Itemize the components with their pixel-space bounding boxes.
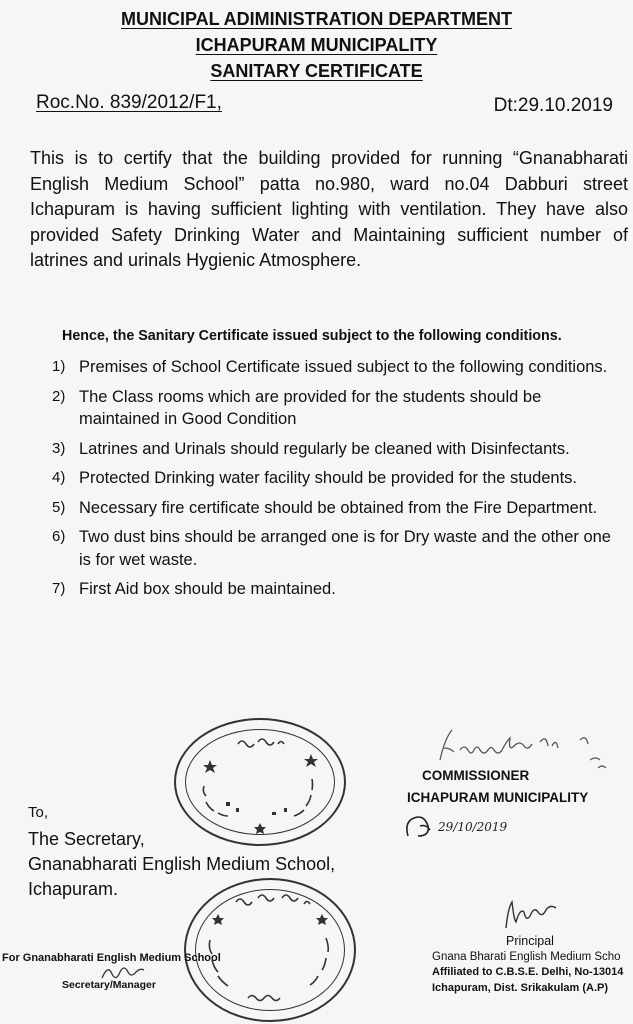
principal-signature: [500, 894, 570, 936]
principal-address: Ichapuram, Dist. Srikakulam (A.P): [432, 981, 609, 994]
addressee-line-3: Ichapuram.: [28, 879, 119, 899]
condition-item: 3) Latrines and Urinals should regularly be cleaned with Disinfectants.: [52, 439, 570, 458]
condition-item: 6) Two dust bins should be arranged one is for Dry waste and the other one is for wet waste.: [52, 528, 611, 569]
conditions-list: [52, 356, 616, 608]
condition-item: 7) First Aid box should be maintained.: [52, 580, 336, 598]
principal-affiliation: Affiliated to C.B.S.E. Delhi, No-13014: [432, 966, 624, 978]
reference-date: Dt:29.10.2019: [493, 95, 613, 116]
reference-line: [36, 92, 613, 122]
condition-item: 4) Protected Drinking water facility should be provided for the students.: [52, 469, 578, 487]
conditions-heading: Hence, the Sanitary Certificate issued subject to the following conditions.: [62, 328, 562, 344]
condition-item: 2) The Class rooms which are provided for the students should be maintained in Good Condition: [52, 387, 542, 428]
left-stamp-school-name: For Gnanabharati English Medium School: [2, 952, 221, 964]
principal-school-name: Gnana Bharati English Medium Scho: [432, 950, 621, 963]
commissioner-signed-date: 29/10/2019: [438, 820, 508, 834]
certificate-paragraph: This is to certify that the building provided for running “Gnanabharati English Medium School” patta no.980, ward no.04 Dabburi street Ichapuram is having sufficient lighting with ventilation. They have also provided Safety Drinking Water and Maintaining sufficient number of latrines and urinals Hygienic Atmosphere.: [30, 148, 628, 270]
school-seal-stamp: [184, 878, 356, 1022]
header-department: MUNICIPAL ADIMINISTRATION DEPARTMENT: [121, 9, 512, 29]
condition-item: 1) Premises of School Certificate issued subject to the following conditions.: [52, 358, 608, 376]
principal-title: Principal: [506, 934, 554, 948]
addressee-line-1: The Secretary,: [28, 829, 145, 849]
secretary-signature: [98, 960, 148, 984]
addressee-to: To,: [28, 804, 49, 821]
addressee-line-2: Gnanabharati English Medium School,: [28, 854, 336, 874]
left-stamp-role: Secretary/Manager: [62, 979, 156, 991]
condition-item: 5) Necessary fire certificate should be obtained from the Fire Department.: [52, 498, 598, 517]
commissioner-title: COMMISSIONER: [422, 768, 530, 783]
header-municipality: ICHAPURAM MUNICIPALITY: [195, 35, 438, 55]
header-certificate-title: SANITARY CERTIFICATE: [210, 61, 423, 81]
commissioner-office: ICHAPURAM MUNICIPALITY: [407, 790, 589, 805]
reference-number: Roc.No. 839/2012/F1,: [36, 92, 222, 113]
right-principal-stamp: [432, 934, 633, 996]
commissioner-block: [407, 765, 588, 809]
